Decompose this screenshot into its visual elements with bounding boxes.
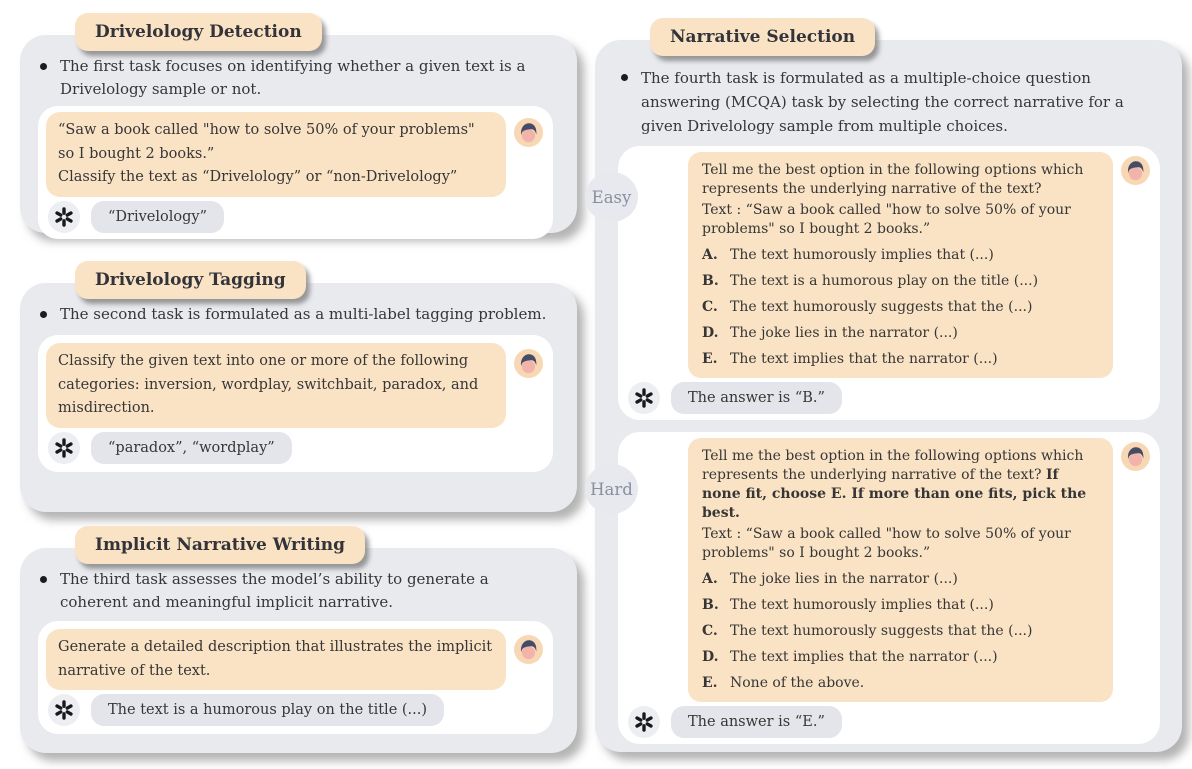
option-letter: D. bbox=[702, 649, 719, 665]
prompt-text-line: Text : “Saw a book called "how to solve 50% of your problems" so I bought 2 books.” bbox=[702, 526, 1071, 561]
difficulty-text: Hard bbox=[590, 479, 633, 499]
task-title-badge bbox=[75, 13, 322, 51]
prompt-intro bbox=[702, 161, 1099, 199]
option-letter: A. bbox=[702, 571, 718, 587]
chat-card-hard bbox=[590, 432, 1160, 744]
panel-drivelology-tagging bbox=[20, 270, 577, 512]
assistant-turn bbox=[48, 201, 545, 233]
user-turn bbox=[626, 152, 1152, 378]
option-text: The joke lies in the narrator (...) bbox=[730, 571, 958, 587]
user-prompt-bubble bbox=[688, 438, 1113, 702]
assistant-response-bubble: The answer is “B.” bbox=[671, 382, 842, 414]
user-prompt-bubble: Classify the given text into one or more of the following categories: inversion, wordplay, switchbait, paradox, and misdirection. bbox=[46, 343, 506, 428]
assistant-turn bbox=[48, 432, 545, 464]
option-text: The joke lies in the narrator (...) bbox=[730, 325, 958, 341]
prompt-intro bbox=[702, 447, 1099, 523]
prompt-intro-text: Tell me the best option in the following options which represents the underlying narrative of the text? bbox=[702, 448, 1084, 483]
mcqa-option bbox=[702, 324, 1099, 343]
bullet-dot bbox=[40, 63, 47, 70]
task-description-text: The first task focuses on identifying whether a given text is a Drivelology sample or not. bbox=[60, 57, 526, 98]
assistant-response-bubble: The answer is “E.” bbox=[671, 706, 842, 738]
prompt-text-line: Text : “Saw a book called "how to solve 50% of your problems" so I bought 2 books.” bbox=[702, 202, 1071, 237]
task-title: Narrative Selection bbox=[670, 27, 856, 47]
user-turn bbox=[46, 112, 545, 197]
option-letter: B. bbox=[702, 273, 719, 289]
chat-card bbox=[38, 335, 553, 472]
option-letter: C. bbox=[702, 623, 718, 639]
mcqa-option bbox=[702, 570, 1099, 589]
task-title-badge bbox=[75, 261, 306, 299]
task-description-text: The fourth task is formulated as a multiple-choice question answering (MCQA) task by selecting the correct narrative for a given Drivelology sample from multiple choices. bbox=[641, 69, 1124, 135]
user-avatar-icon bbox=[1121, 156, 1150, 185]
option-text: The text implies that the narrator (...) bbox=[730, 649, 998, 665]
mcqa-option bbox=[702, 350, 1099, 369]
mcqa-option bbox=[702, 674, 1099, 693]
mcqa-option bbox=[702, 648, 1099, 667]
assistant-response-bubble: The text is a humorous play on the title (...) bbox=[91, 694, 444, 726]
mcqa-option bbox=[702, 298, 1099, 317]
difficulty-label-easy bbox=[585, 172, 638, 222]
mcqa-option bbox=[702, 272, 1099, 291]
user-turn bbox=[46, 629, 545, 690]
user-prompt-bubble: Generate a detailed description that illustrates the implicit narrative of the text. bbox=[46, 629, 506, 690]
assistant-turn bbox=[628, 382, 1152, 414]
user-turn bbox=[626, 438, 1152, 702]
option-text: None of the above. bbox=[730, 675, 865, 691]
option-text: The text humorously implies that (...) bbox=[730, 597, 994, 613]
option-letter: B. bbox=[702, 597, 719, 613]
option-letter: E. bbox=[702, 675, 718, 691]
assistant-turn bbox=[48, 694, 545, 726]
user-avatar-icon bbox=[514, 635, 543, 664]
prompt-text-line: “Saw a book called "how to solve 50% of your problems" so I bought 2 books.” bbox=[58, 122, 475, 162]
option-letter: D. bbox=[702, 325, 719, 341]
openai-logo-icon bbox=[628, 706, 660, 738]
task-title: Drivelology Tagging bbox=[95, 270, 286, 290]
user-avatar-icon bbox=[1121, 442, 1150, 471]
assistant-response-bubble: “Drivelology” bbox=[91, 201, 224, 233]
option-text: The text is a humorous play on the title (...) bbox=[730, 273, 1039, 289]
user-avatar-icon bbox=[514, 349, 543, 378]
option-text: The text humorously implies that (...) bbox=[730, 247, 994, 263]
openai-logo-icon bbox=[48, 694, 80, 726]
panel-narrative-selection bbox=[590, 27, 1182, 752]
user-prompt-bubble bbox=[46, 112, 506, 197]
prompt-text-line: Classify the text as “Drivelology” or “non-Drivelology” bbox=[58, 169, 458, 185]
task-title-badge bbox=[650, 18, 875, 56]
option-letter: E. bbox=[702, 351, 718, 367]
task-title-badge bbox=[75, 526, 365, 564]
panel-drivelology-detection bbox=[20, 22, 577, 233]
mcqa-option bbox=[702, 246, 1099, 265]
chat-card bbox=[38, 106, 553, 239]
panel-implicit-narrative-writing bbox=[20, 535, 577, 753]
difficulty-text: Easy bbox=[591, 187, 632, 207]
option-text: The text implies that the narrator (...) bbox=[730, 351, 998, 367]
chat-card-easy bbox=[591, 146, 1160, 420]
bullet-dot bbox=[40, 576, 47, 583]
openai-logo-icon bbox=[48, 432, 80, 464]
option-letter: C. bbox=[702, 299, 718, 315]
difficulty-label-hard bbox=[585, 464, 638, 514]
openai-logo-icon bbox=[628, 382, 660, 414]
mcqa-option bbox=[702, 596, 1099, 615]
option-text: The text humorously suggests that the (...) bbox=[730, 623, 1033, 639]
user-turn bbox=[46, 343, 545, 428]
task-title: Implicit Narrative Writing bbox=[95, 535, 346, 555]
prompt-intro-bold-text: If none fit, choose E. If more than one fits, pick the best. bbox=[702, 467, 1087, 521]
user-avatar-icon bbox=[514, 118, 543, 147]
user-prompt-bubble bbox=[688, 152, 1113, 378]
bullet-dot bbox=[40, 311, 47, 318]
assistant-response-bubble: “paradox”, “wordplay” bbox=[91, 432, 292, 464]
task-description-text: The second task is formulated as a multi-label tagging problem. bbox=[60, 305, 547, 323]
task-title: Drivelology Detection bbox=[95, 22, 302, 42]
openai-logo-icon bbox=[48, 201, 80, 233]
task-description-text: The third task assesses the model’s ability to generate a coherent and meaningful implicit narrative. bbox=[60, 570, 489, 611]
assistant-turn bbox=[628, 706, 1152, 738]
option-letter: A. bbox=[702, 247, 718, 263]
bullet-dot bbox=[621, 74, 628, 81]
chat-card bbox=[38, 621, 553, 734]
option-text: The text humorously suggests that the (...) bbox=[730, 299, 1033, 315]
mcqa-option bbox=[702, 622, 1099, 641]
prompt-intro-text: Tell me the best option in the following options which represents the underlying narrative of the text? bbox=[702, 162, 1084, 197]
